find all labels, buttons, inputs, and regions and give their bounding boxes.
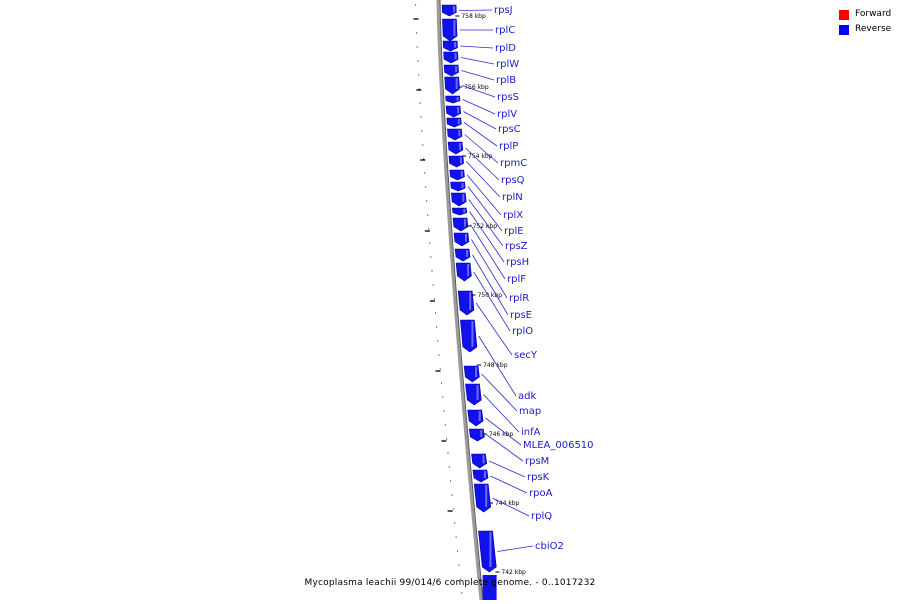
gene-label: rpsH bbox=[506, 257, 530, 268]
gene-highlight bbox=[458, 119, 460, 124]
gene-label: rpsM bbox=[525, 456, 550, 467]
gene-label: secY bbox=[514, 350, 537, 361]
gene-highlight bbox=[485, 485, 487, 507]
gene-label: rplC bbox=[495, 25, 516, 36]
gene-label: rpsK bbox=[527, 472, 550, 483]
gene-connector bbox=[464, 123, 497, 147]
gene-highlight bbox=[484, 471, 486, 478]
gene-highlight bbox=[460, 157, 462, 163]
gene-highlight bbox=[464, 219, 466, 227]
gene-label: rpsE bbox=[510, 310, 532, 321]
scale-label: 754 kbp bbox=[468, 153, 493, 160]
gene-highlight bbox=[457, 107, 459, 113]
forward-swatch bbox=[839, 10, 849, 20]
gene-highlight bbox=[459, 143, 461, 150]
gene-label: rplO bbox=[512, 326, 534, 337]
gene-label: rplV bbox=[497, 109, 518, 120]
scale-label: 756 kbp bbox=[464, 84, 489, 91]
gene-highlight bbox=[466, 250, 468, 257]
gene-label: rplN bbox=[502, 192, 523, 203]
gene-MLEA_006510 bbox=[468, 410, 483, 426]
gene-label: rpmC bbox=[500, 158, 528, 169]
gene-highlight bbox=[457, 97, 459, 101]
gene-highlight bbox=[455, 66, 457, 72]
gene-label: adk bbox=[518, 391, 537, 402]
gene-label: rplW bbox=[496, 59, 520, 70]
gene-infA bbox=[466, 384, 482, 405]
gene-highlight bbox=[453, 6, 455, 12]
gene-connector bbox=[482, 374, 517, 411]
gene-label: rpsQ bbox=[501, 175, 525, 186]
gene-label: infA bbox=[521, 427, 541, 438]
gene-label: rplD bbox=[495, 43, 516, 54]
gene-highlight bbox=[458, 130, 460, 136]
gene-connector bbox=[487, 435, 523, 461]
scale-label: 752 kbp bbox=[472, 223, 498, 230]
gene-highlight bbox=[465, 234, 467, 242]
gene-label: rpoA bbox=[529, 488, 553, 499]
gene-label: MLEA_006510 bbox=[523, 440, 594, 451]
gene-highlight bbox=[475, 367, 477, 377]
gene-highlight bbox=[489, 532, 491, 567]
scale-label: 744 kbp bbox=[494, 500, 520, 507]
gene-highlight bbox=[480, 430, 482, 437]
gene-cbiO2 bbox=[479, 531, 497, 572]
gene-adk bbox=[460, 320, 477, 352]
gene-connector bbox=[471, 240, 507, 299]
gene-label: map bbox=[519, 406, 542, 417]
gene-label: rplX bbox=[503, 210, 524, 221]
reverse-swatch bbox=[839, 25, 849, 35]
gene-connector bbox=[459, 10, 492, 11]
legend-item-reverse bbox=[839, 24, 899, 39]
gene-connector bbox=[460, 46, 493, 48]
gene-connector bbox=[470, 212, 504, 263]
gene-highlight bbox=[483, 455, 485, 463]
gene-label: rpsC bbox=[498, 124, 521, 135]
scale-label: 758 kbp bbox=[461, 13, 486, 20]
gene-highlight bbox=[462, 194, 464, 202]
gene-label: cbiO2 bbox=[535, 541, 564, 552]
gene-connector bbox=[497, 546, 533, 552]
gene-highlight bbox=[456, 78, 458, 89]
gene-map bbox=[464, 366, 479, 382]
legend bbox=[839, 9, 899, 39]
gene-highlight bbox=[469, 292, 471, 310]
scale-label: 748 kbp bbox=[483, 362, 508, 369]
scale-label: 750 kbp bbox=[477, 292, 503, 299]
gene-highlight bbox=[455, 53, 457, 59]
gene-label: rplQ bbox=[531, 511, 553, 522]
gene-label: rpsJ bbox=[494, 5, 513, 16]
gene-connector bbox=[474, 272, 510, 331]
gene-connector bbox=[490, 476, 527, 493]
scale-label: 742 kbp bbox=[501, 569, 526, 576]
gene-label: rplB bbox=[496, 75, 517, 86]
gene-label: rpsZ bbox=[505, 241, 528, 252]
gene-connector bbox=[476, 303, 512, 355]
gene-highlight bbox=[467, 264, 469, 276]
gene-highlight bbox=[477, 385, 479, 400]
legend-label-forward: Forward bbox=[855, 9, 892, 19]
gene-connector bbox=[461, 58, 494, 65]
gene-highlight bbox=[454, 42, 456, 48]
legend-label-reverse: Reverse bbox=[855, 24, 892, 34]
gene-highlight bbox=[479, 411, 481, 421]
gene-label: rpsS bbox=[497, 92, 520, 103]
legend-item-forward bbox=[839, 9, 899, 24]
gene-connector bbox=[489, 461, 525, 477]
gene-highlight bbox=[463, 209, 465, 213]
gene-connector bbox=[463, 100, 495, 115]
scale-label: 746 kbp bbox=[488, 431, 514, 438]
gene-highlight bbox=[461, 171, 463, 177]
gene-connector bbox=[467, 175, 501, 215]
gene-label: rplE bbox=[504, 226, 524, 237]
gene-connector bbox=[461, 71, 494, 81]
gene-connector bbox=[483, 395, 519, 433]
gene-highlight bbox=[462, 183, 464, 188]
gene-label: rplF bbox=[507, 274, 526, 285]
gene-highlight bbox=[471, 321, 473, 347]
gene-rplQ bbox=[474, 484, 491, 512]
gene-connector bbox=[463, 112, 496, 130]
gene-label: rplR bbox=[509, 293, 530, 304]
map-caption: Mycoplasma leachii 99/014/6 complete genome. - 0..1017232 bbox=[304, 578, 596, 588]
gene-highlight bbox=[453, 20, 455, 36]
gene-connector bbox=[470, 225, 505, 280]
gene-label: rplP bbox=[499, 141, 519, 152]
